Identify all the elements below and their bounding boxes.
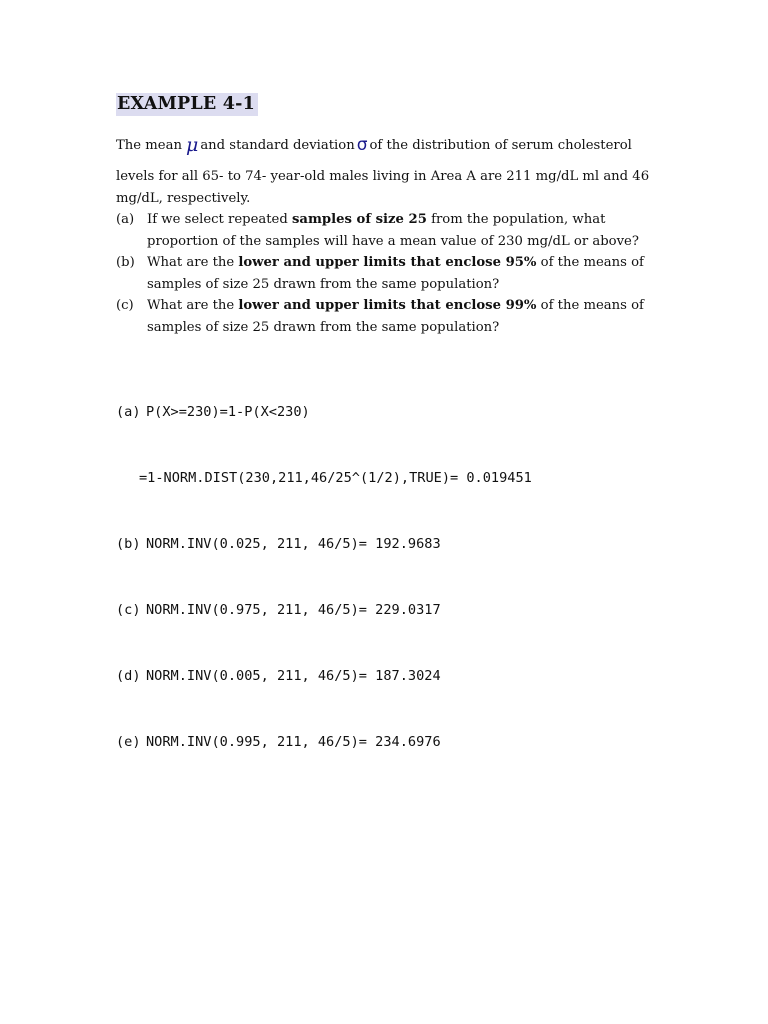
answer-label: (a) — [116, 404, 141, 420]
answer-row-a-continued — [116, 467, 656, 489]
question-post: of the means of samples of size 25 drawn from the same population? — [147, 298, 644, 335]
question-text — [147, 209, 656, 252]
question-bold: samples of size 25 — [292, 212, 427, 227]
answer-label: (c) — [116, 602, 141, 618]
question-text — [147, 252, 656, 295]
answer-row-e — [116, 731, 656, 753]
intro-line-2: levels for all 65- to 74- year-old males living in Area A are 211 mg/dL ml and 46 mg/dL, respectively. — [116, 169, 650, 206]
question-pre: What are the — [147, 298, 239, 313]
question-c — [116, 295, 656, 338]
answer-text: NORM.INV(0.025, 211, 46/5)= 192.9683 — [146, 536, 441, 552]
answer-text: P(X>=230)=1-P(X<230) — [146, 404, 310, 420]
answer-text: =1-NORM.DIST(230,211,46/25^(1/2),TRUE)= 0.019451 — [139, 470, 532, 486]
question-label: (a) — [116, 212, 135, 227]
answers-block — [116, 357, 656, 797]
question-label: (c) — [116, 298, 134, 313]
question-b — [116, 252, 656, 295]
answer-text: NORM.INV(0.995, 211, 46/5)= 234.6976 — [146, 734, 441, 750]
answer-row-d — [116, 665, 656, 687]
question-post: from the population, what proportion of the samples will have a mean value of 230 mg/dL or above? — [147, 212, 639, 249]
question-pre: What are the — [147, 255, 239, 270]
answer-text: NORM.INV(0.005, 211, 46/5)= 187.3024 — [146, 668, 441, 684]
intro-line-1 — [116, 134, 656, 157]
answer-row-b — [116, 533, 656, 555]
question-a — [116, 209, 656, 252]
question-post: of the means of samples of size 25 drawn from the same population? — [147, 255, 644, 292]
question-pre: If we select repeated — [147, 212, 292, 227]
question-bold: lower and upper limits that enclose 99% — [238, 298, 537, 313]
answer-label: (b) — [116, 536, 141, 552]
answer-label: (d) — [116, 668, 141, 684]
intro-text-a: The mean — [116, 138, 182, 153]
mu-symbol: μ — [185, 134, 199, 156]
question-bold: lower and upper limits that enclose 95% — [238, 255, 537, 270]
intro-text-b: and standard deviation — [200, 138, 355, 153]
question-text — [147, 295, 656, 338]
document-page — [116, 93, 656, 797]
sigma-symbol: σ — [356, 135, 368, 155]
answer-row-a — [116, 401, 656, 423]
example-title: EXAMPLE 4-1 — [116, 93, 258, 116]
answer-text: NORM.INV(0.975, 211, 46/5)= 229.0317 — [146, 602, 441, 618]
intro-text-c: of the distribution of serum cholesterol — [369, 138, 632, 153]
answer-row-c — [116, 599, 656, 621]
answer-label: (e) — [116, 734, 141, 750]
question-label: (b) — [116, 255, 135, 270]
